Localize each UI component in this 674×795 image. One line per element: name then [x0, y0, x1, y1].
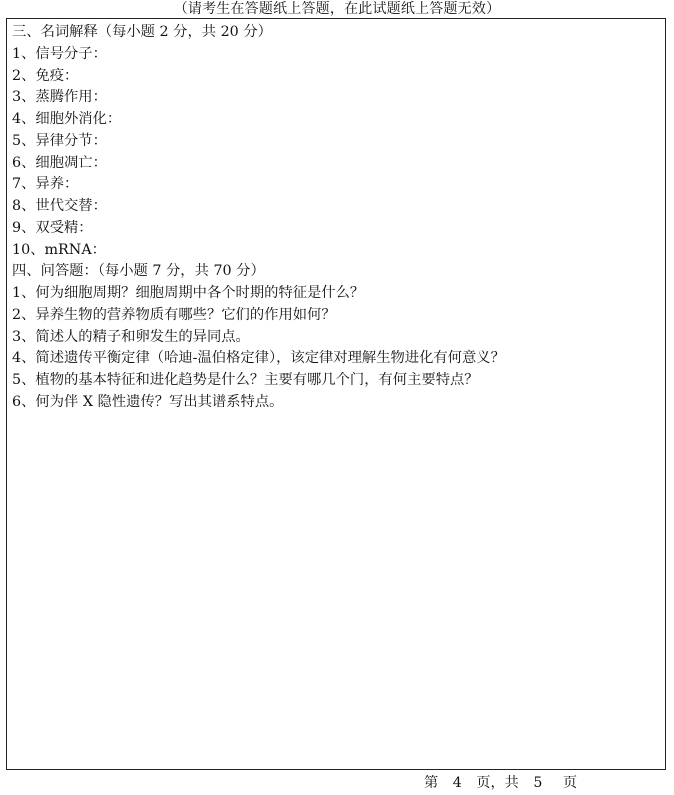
definition-question-7: 7、异养： [12, 176, 79, 193]
definition-question-3: 3、蒸腾作用： [12, 89, 107, 106]
essay-question-4: 4、简述遗传平衡定律（哈迪-温伯格定律），该定律对理解生物进化有何意义？ [12, 350, 505, 367]
definition-question-5: 5、异律分节： [12, 132, 107, 149]
essay-question-3: 3、简述人的精子和卵发生的异同点。 [12, 328, 250, 345]
definition-question-6: 6、细胞凋亡： [12, 154, 107, 171]
definition-question-10: 10、mRNA： [12, 241, 106, 258]
current-page-number: 4 [452, 775, 462, 791]
definition-question-1: 1、信号分子： [12, 45, 107, 62]
footer-middle: 页，共 [476, 775, 519, 791]
question-content [12, 22, 662, 414]
total-page-number: 5 [533, 775, 543, 791]
essay-question-2: 2、异养生物的营养物质有哪些？它们的作用如何？ [12, 306, 336, 323]
footer-prefix: 第 [424, 775, 439, 791]
essay-question-1: 1、何为细胞周期？细胞周期中各个时期的特征是什么？ [12, 285, 365, 301]
definition-question-2: 2、免疫： [12, 67, 79, 84]
footer-suffix: 页 [562, 775, 578, 791]
definition-question-4: 4、细胞外消化： [12, 111, 122, 127]
section-title-definitions: 三、名词解释（每小题 2 分，共 20 分） [12, 24, 272, 40]
section-title-essay: 四、问答题：（每小题 7 分，共 70 分） [12, 263, 265, 280]
definition-question-9: 9、双受精： [12, 219, 93, 236]
essay-question-6: 6、何为伴 X 隐性遗传？写出其谱系特点。 [12, 393, 284, 410]
definition-question-8: 8、世代交替： [12, 198, 107, 214]
page-number-footer [424, 774, 584, 792]
essay-question-5: 5、植物的基本特征和进化趋势是什么？主要有哪几个门，有何主要特点？ [12, 372, 479, 388]
answer-sheet-notice: （请考生在答题纸上答题，在此试题纸上答题无效） [173, 1, 501, 17]
